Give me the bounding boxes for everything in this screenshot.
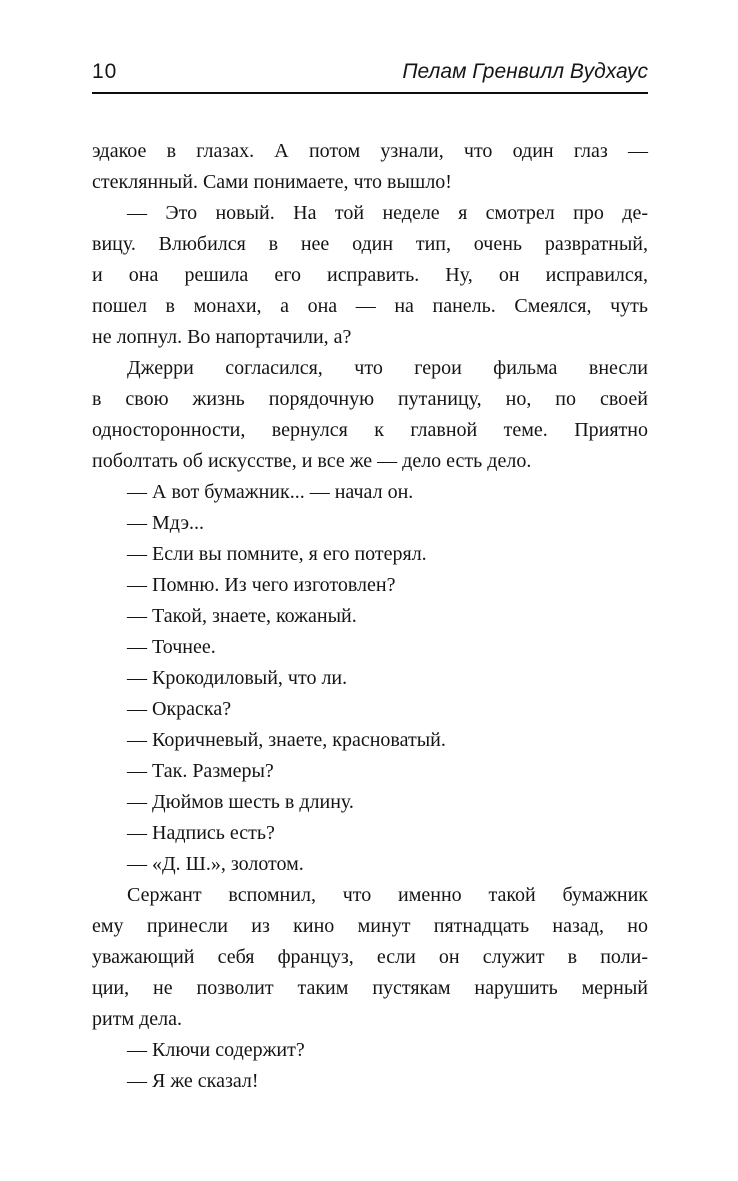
text-line: — Я же сказал! [127, 1070, 259, 1092]
paragraph [92, 136, 648, 198]
text-line: поболтать об искусстве, и все же — дело есть дело. [92, 450, 532, 472]
text-line: — Крокодиловый, что ли. [127, 667, 348, 689]
paragraph [92, 849, 648, 880]
text-line: — Коричневый, знаете, красноватый. [127, 729, 446, 751]
paragraph [92, 663, 648, 694]
text-line: — Точнее. [127, 636, 216, 658]
paragraph [92, 818, 648, 849]
text-line: — А вот бумажник... — начал он. [127, 481, 414, 503]
paragraph [92, 756, 648, 787]
text-line: — Мдэ... [127, 512, 205, 534]
paragraph [92, 1035, 648, 1066]
paragraph [92, 694, 648, 725]
text-line: — Так. Размеры? [127, 760, 274, 782]
page-number: 10 [92, 60, 118, 83]
running-header [92, 60, 648, 94]
paragraph [92, 539, 648, 570]
text-line: в свою жизнь порядочную путаницу, но, по своей [92, 388, 648, 410]
paragraph [92, 787, 648, 818]
text-line: и она решила его исправить. Ну, он исправился, [92, 264, 648, 286]
text-line: ритм дела. [92, 1008, 183, 1030]
paragraph [92, 570, 648, 601]
text-line: — Это новый. На той неделе я смотрел про де- [127, 202, 648, 224]
paragraph [92, 477, 648, 508]
text-line: не лопнул. Во напортачили, а? [92, 326, 352, 348]
text-line: — Помню. Из чего изготовлен? [127, 574, 396, 596]
paragraph [92, 725, 648, 756]
paragraph [92, 508, 648, 539]
paragraph [92, 198, 648, 353]
text-line: — Ключи содержит? [127, 1039, 305, 1061]
paragraph [92, 601, 648, 632]
paragraph [92, 353, 648, 477]
text-line: пошел в монахи, а она — на панель. Смеялся, чуть [92, 295, 648, 317]
text-line: — Дюймов шесть в длину. [127, 791, 354, 813]
text-line: — Окраска? [127, 698, 232, 720]
text-line: — Надпись есть? [127, 822, 275, 844]
text-line: уважающий себя француз, если он служит в поли- [92, 946, 648, 968]
text-line: ему принесли из кино минут пятнадцать назад, но [92, 915, 648, 937]
text-line: — Если вы помните, я его потерял. [127, 543, 427, 565]
paragraph [92, 880, 648, 1035]
text-block [92, 136, 648, 1097]
text-line: Сержант вспомнил, что именно такой бумажник [127, 884, 648, 906]
text-line: односторонности, вернулся к главной теме. Приятно [92, 419, 648, 441]
text-line: стеклянный. Сами понимаете, что вышло! [92, 171, 452, 193]
text-line: эдакое в глазах. А потом узнали, что один глаз — [92, 140, 648, 162]
text-line: — Такой, знаете, кожаный. [127, 605, 357, 627]
paragraph [92, 1066, 648, 1097]
text-line: Джерри согласился, что герои фильма внесли [127, 357, 648, 379]
running-title-author: Пелам Гренвилл Вудхаус [402, 60, 648, 83]
text-line: ции, не позволит таким пустякам нарушить мерный [92, 977, 648, 999]
paragraph [92, 632, 648, 663]
text-line: — «Д. Ш.», золотом. [127, 853, 304, 875]
text-line: вицу. Влюбился в нее один тип, очень развратный, [92, 233, 648, 255]
